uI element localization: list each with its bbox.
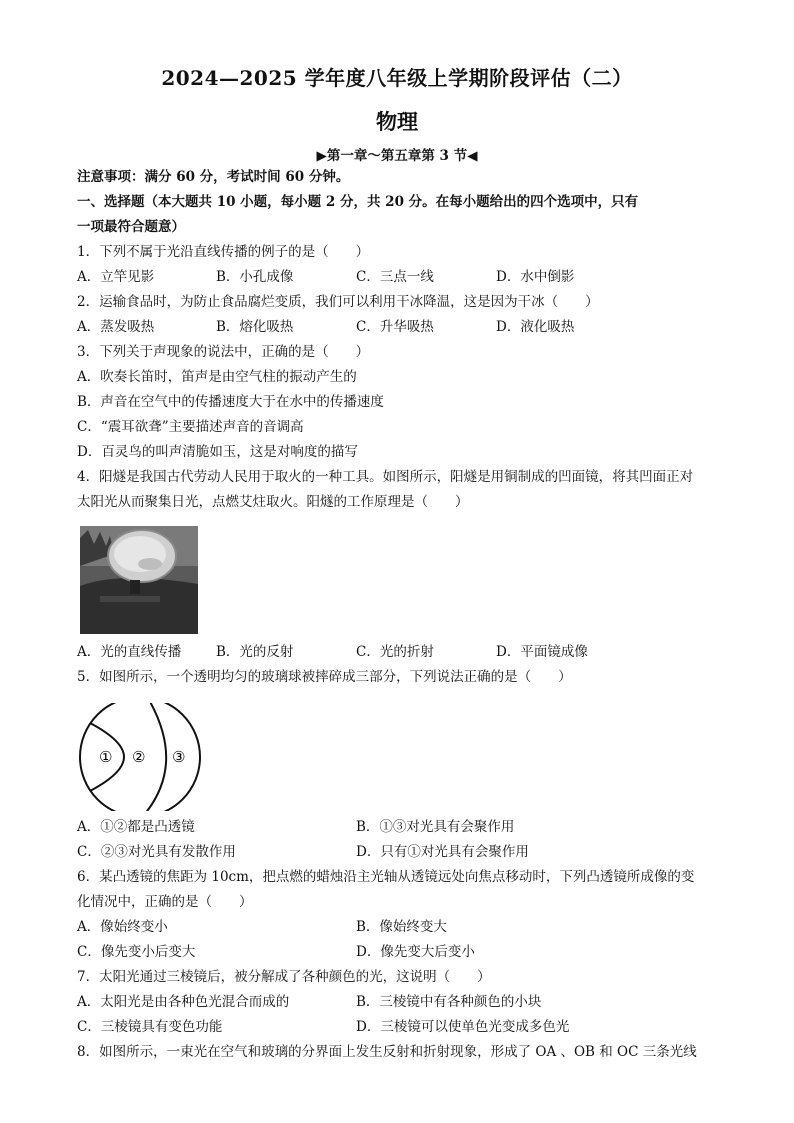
exam-title: 2024—2025 学年度八年级上学期阶段评估（二）: [161, 66, 633, 90]
q6-option-d[interactable]: D．像先变大后变小: [356, 944, 475, 960]
q2-option-c[interactable]: C．升华吸热: [356, 319, 434, 335]
q1-option-c[interactable]: C．三点一线: [356, 269, 434, 285]
q1-option-a[interactable]: A．立竿见影: [77, 269, 155, 285]
question-4-stem-cont: 太阳光从而聚集日光，点燃艾炷取火。阳燧的工作原理是（ ）: [77, 494, 469, 510]
part-3-label: ③: [172, 748, 186, 766]
question-6-stem: 6．某凸透镜的焦距为 10cm，把点燃的蜡烛沿主光轴从透镜远处向焦点移动时，下列凸透镜所成像的变: [77, 869, 695, 885]
q1-option-d[interactable]: D．水中倒影: [496, 269, 575, 285]
q5-option-a[interactable]: A．①②都是凸透镜: [77, 819, 195, 835]
q3-option-c[interactable]: C．“震耳欲聋”主要描述声音的音调高: [77, 419, 304, 435]
q7-option-b[interactable]: B．三棱镜中有各种颜色的小块: [356, 994, 542, 1010]
q2-option-b[interactable]: B．熔化吸热: [216, 319, 294, 335]
question-5-stem: 5．如图所示，一个透明均匀的玻璃球被摔碎成三部分，下列说法正确的是（ ）: [77, 669, 572, 685]
yangsui-photo-image: [80, 526, 198, 634]
q6-option-b[interactable]: B．像始终变大: [356, 919, 447, 935]
question-6-stem-cont: 化情况中，正确的是（ ）: [77, 894, 253, 910]
q1-option-b[interactable]: B．小孔成像: [216, 269, 294, 285]
question-2-stem: 2．运输食品时，为防止食品腐烂变质，我们可以利用干冰降温，这是因为干冰（ ）: [77, 294, 599, 310]
q2-option-d[interactable]: D．液化吸热: [496, 319, 575, 335]
question-8-stem: 8．如图所示，一束光在空气和玻璃的分界面上发生反射和折射现象，形成了 OA 、OB 和 OC 三条光线: [77, 1044, 697, 1060]
subject-title: 物理: [376, 109, 418, 134]
question-7-stem: 7．太阳光通过三棱镜后，被分解成了各种颜色的光，这说明（ ）: [77, 969, 491, 985]
question-3-stem: 3．下列关于声现象的说法中，正确的是（ ）: [77, 344, 370, 360]
broken-glass-ball-diagram: [78, 703, 202, 811]
q4-option-b[interactable]: B．光的反射: [216, 644, 294, 660]
exam-scope: ▶第一章～第五章第 3 节◀: [316, 148, 478, 164]
q7-option-c[interactable]: C．三棱镜具有变色功能: [77, 1019, 223, 1035]
q5-option-d[interactable]: D．只有①对光具有会聚作用: [356, 844, 529, 860]
yangsui-photo: [80, 526, 198, 634]
q3-option-d[interactable]: D．百灵鸟的叫声清脆如玉，这是对响度的描写: [77, 444, 358, 460]
question-4-stem: 4．阳燧是我国古代劳动人民用于取火的一种工具。如图所示，阳燧是用铜制成的凹面镜，将其凹面正对: [77, 469, 694, 485]
q5-option-b[interactable]: B．①③对光具有会聚作用: [356, 819, 515, 835]
notice: 注意事项：满分 60 分，考试时间 60 分钟。: [77, 169, 350, 185]
q4-option-d[interactable]: D．平面镜成像: [496, 644, 588, 660]
q6-option-c[interactable]: C．像先变小后变大: [77, 944, 196, 960]
part-1-label: ①: [99, 748, 113, 766]
part-2-label: ②: [132, 748, 146, 766]
q3-option-b[interactable]: B．声音在空气中的传播速度大于在水中的传播速度: [77, 394, 384, 410]
section-heading: 一、选择题（本大题共 10 小题，每小题 2 分，共 20 分。在每小题给出的四个选项中，只有: [77, 194, 639, 210]
q2-option-a[interactable]: A．蒸发吸热: [77, 319, 155, 335]
q7-option-d[interactable]: D．三棱镜可以使单色光变成多色光: [356, 1019, 570, 1035]
section-heading-cont: 一项最符合题意）: [77, 219, 185, 235]
q4-option-a[interactable]: A．光的直线传播: [77, 644, 182, 660]
q4-option-c[interactable]: C．光的折射: [356, 644, 434, 660]
q5-option-c[interactable]: C．②③对光具有发散作用: [77, 844, 236, 860]
q3-option-a[interactable]: A．吹奏长笛时，笛声是由空气柱的振动产生的: [77, 369, 357, 385]
crack-line-2: [144, 703, 166, 811]
q6-option-a[interactable]: A．像始终变小: [77, 919, 168, 935]
q7-option-a[interactable]: A．太阳光是由各种色光混合而成的: [77, 994, 290, 1010]
question-1-stem: 1．下列不属于光沿直线传播的例子的是（ ）: [77, 244, 370, 260]
